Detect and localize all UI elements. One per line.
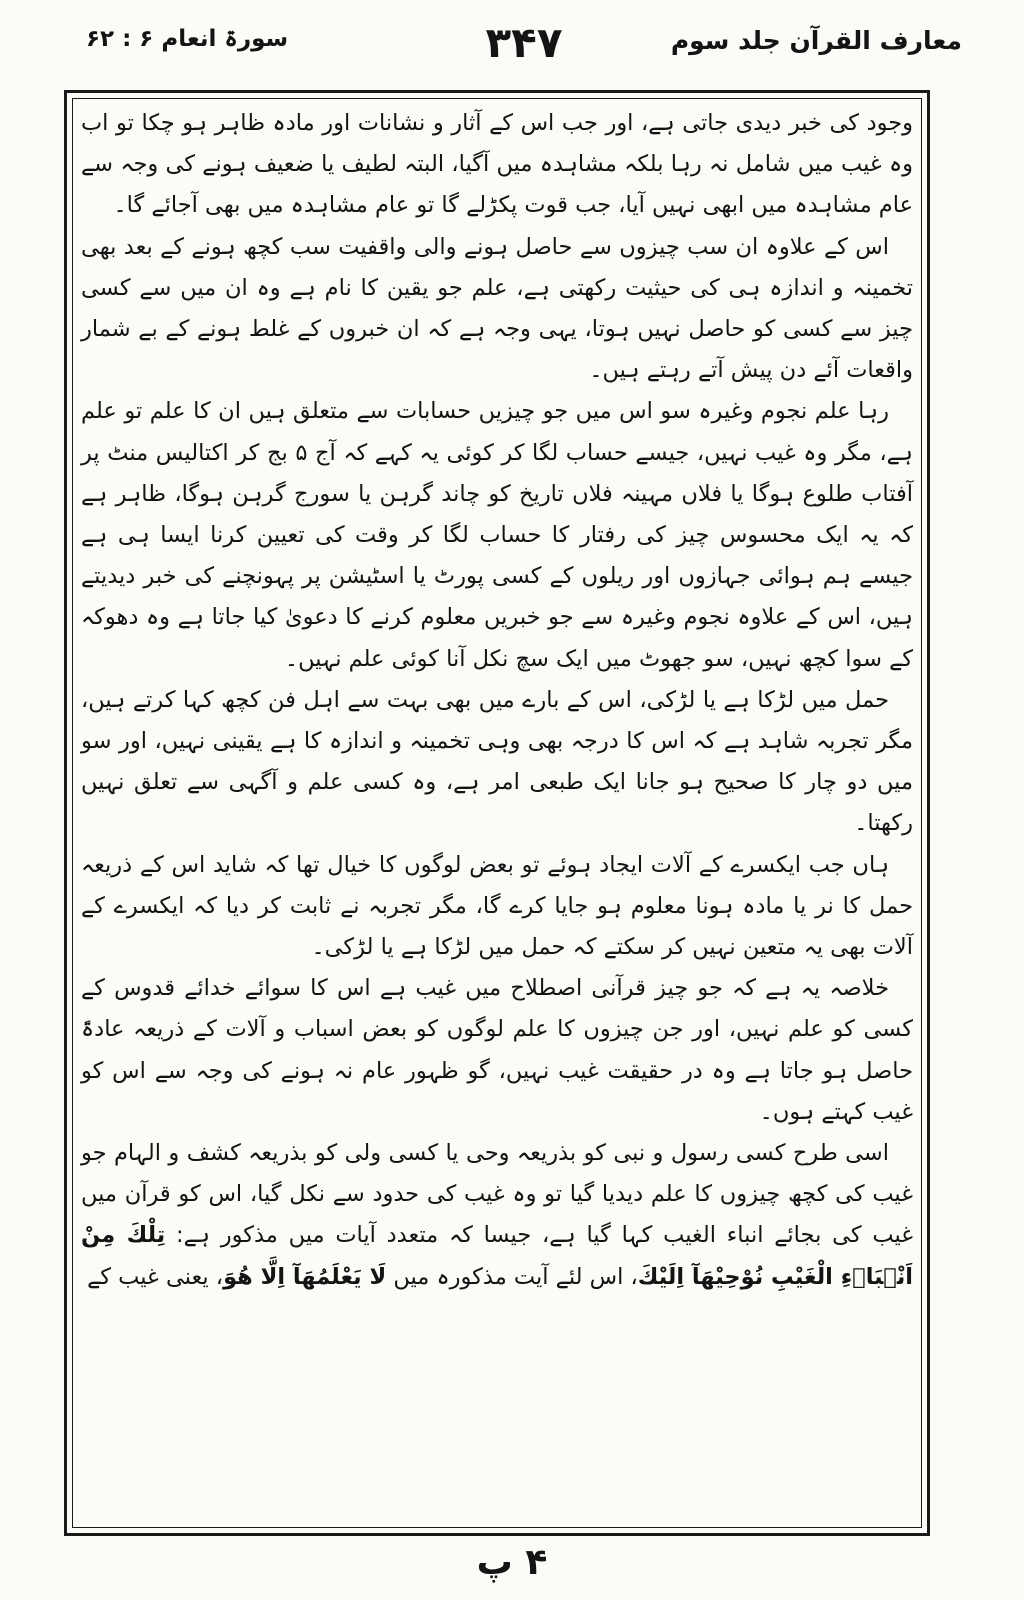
surah-reference: سورۃ انعام ۶ : ۶۲ — [86, 26, 289, 52]
paragraph-text: ، اس لئے آیت مذکورہ میں — [393, 1263, 638, 1290]
text-frame — [64, 90, 930, 1536]
quran-quote: لَا يَعْلَمُهَآ اِلَّا هُوَ — [223, 1263, 387, 1290]
paragraph-text: ، یعنی غیب کے — [87, 1263, 224, 1290]
paragraph: خلاصہ یہ ہے کہ جو چیز قرآنی اصطلاح میں غیب ہے اس کا سوائے خدائے قدوس کے کسی کو علم نہیں، اور جن چیزوں کا علم لوگوں کو بعض اسباب و آلات کے ذریعہ عادۃً حاصل ہو جاتا ہے وہ در حقیقت غیب نہیں، گو ظہور عام نہ ہونے کی وجہ سے اس کو غیب کہتے ہوں۔ — [81, 975, 913, 1125]
paragraph-text: اسی طرح کسی رسول و نبی کو بذریعہ وحی یا کسی ولی کو بذریعہ کشف و الہام جو غیب کی کچھ چیزوں کا علم دیدیا گیا تو وہ غیب کی حدود سے نکل گیا، اس کو قرآن میں غیب کی بجائے انباء الغیب کہا گیا ہے، جیسا کہ متعدد آیات میں مذکور ہے: — [81, 1140, 913, 1249]
body-text — [81, 103, 913, 1298]
paragraph: ہاں جب ایکسرے کے آلات ایجاد ہوئے تو بعض لوگوں کا خیال تھا کہ شاید اس کے ذریعہ حمل کا نر یا مادہ ہونا معلوم ہو جایا کرے گا، مگر تجربہ نے ثابت کر دیا کہ ایکسرے کے آلات بھی یہ متعین نہیں کر سکتے کہ حمل میں لڑکا ہے یا لڑکی۔ — [81, 851, 913, 961]
book-title: معارف القرآن جلد سوم — [670, 26, 962, 55]
running-header — [86, 18, 962, 70]
paragraph — [81, 1133, 913, 1298]
page-number: ۳۴۷ — [485, 18, 563, 67]
quran-quote: تِلْكَ مِنْ اَنْۢبَاۗءِ الْغَيْبِ نُوْحِيْهَآ اِلَيْكَ — [81, 1222, 913, 1290]
paragraph: حمل میں لڑکا ہے یا لڑکی، اس کے بارے میں بھی بہت سے اہل فن کچھ کہا کرتے ہیں، مگر تجربہ شاہد ہے کہ اس کا درجہ بھی وہی تخمینہ و اندازہ کا ہے یقینی نہیں، اور سو میں دو چار کا صحیح ہو جانا ایک طبعی امر ہے، وہ کسی علم و آگہی سے تعلق نہیں رکھتا۔ — [81, 686, 913, 837]
signature-mark: ۴ پ — [476, 1542, 548, 1583]
paragraph: اس کے علاوہ ان سب چیزوں سے حاصل ہونے والی واقفیت سب کچھ ہونے کے بعد بھی تخمینہ و اندازہ ہی کی حیثیت رکھتی ہے، علم جو یقین کا نام ہے وہ ان میں سے کسی چیز سے کسی کو حاصل نہیں ہوتا، یہی وجہ ہے کہ ان خبروں کے غلط ہونے کے بے شمار واقعات آئے دن پیش آتے رہتے ہیں۔ — [81, 233, 913, 384]
paragraph: رہا علم نجوم وغیرہ سو اس میں جو چیزیں حسابات سے متعلق ہیں ان کا علم تو علم ہے، مگر وہ غیب نہیں، جیسے حساب لگا کر کوئی یہ کہے کہ آج ۵ بج کر اکتالیس منٹ پر آفتاب طلوع ہوگا یا فلاں مہینہ فلاں تاریخ کو چاند گرہن یا سورج گرہن ہوگا، ظاہر ہے کہ یہ ایک محسوس چیز کی رفتار کا حساب لگا کر وقت کی تعیین کرنا ایسا ہی ہے جیسے ہم ہوائی جہازوں اور ریلوں کے کسی پورٹ یا اسٹیشن پر پہونچنے کی خبر دیدیتے ہیں، اس کے علاوہ نجوم وغیرہ سے جو خبریں معلوم کرنے کا دعویٰ کیا جاتا ہے وہ دھوکہ کے سوا کچھ نہیں، سو جھوٹ میں ایک سچ نکل آنا کوئی علم نہیں۔ — [81, 398, 913, 672]
paragraph: وجود کی خبر دیدی جاتی ہے، اور جب اس کے آثار و نشانات اور مادہ ظاہر ہو چکا تو اب وہ غیب میں شامل نہ رہا بلکہ مشاہدہ میں آگیا، البتہ لطیف یا ضعیف ہونے کی وجہ سے عام مشاہدہ میں ابھی نہیں آیا، جب قوت پکڑلے گا تو عام مشاہدہ میں بھی آجائے گا۔ — [81, 110, 913, 219]
